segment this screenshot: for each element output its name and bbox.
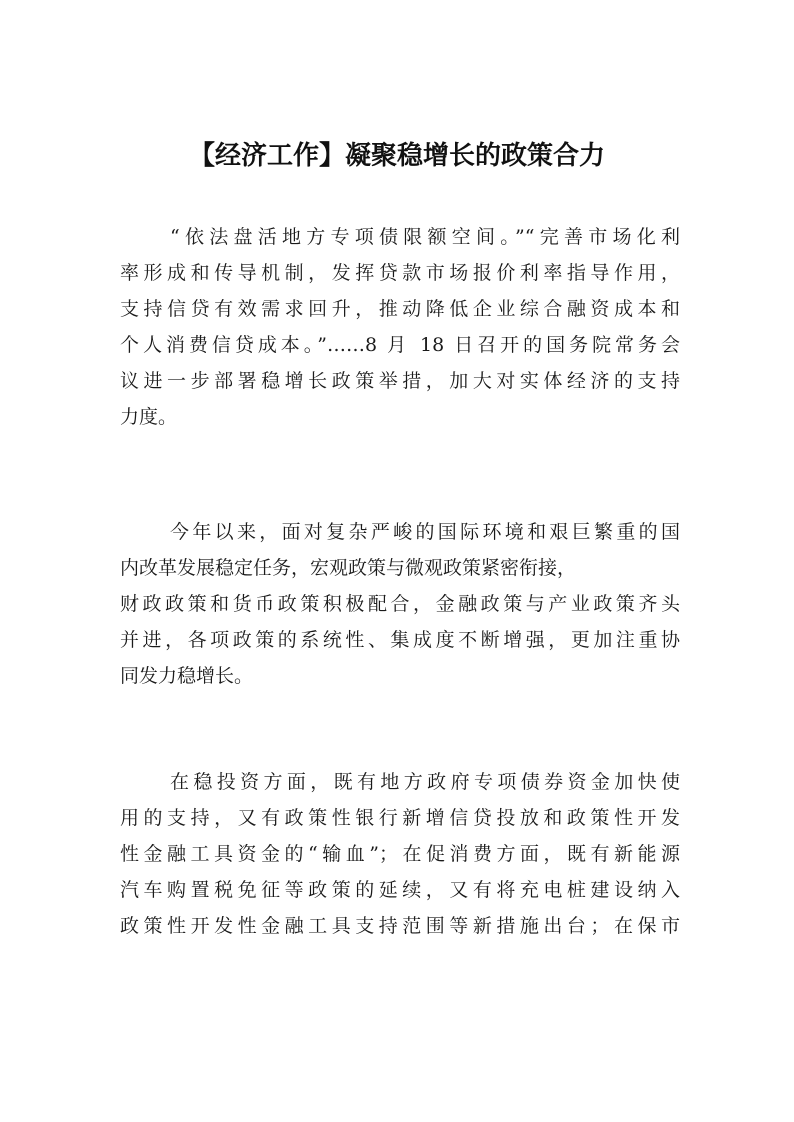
paragraph-line: 在稳投资方面，既有地方政府专项债券资金加快使 [170, 771, 680, 793]
paragraph-line: 个人消费信贷成本。”……8 月 18 日召开的国务院常务会 [120, 334, 680, 356]
paragraph-line: 内改革发展稳定任务，宏观政策与微观政策紧密衔接， [120, 557, 577, 579]
paragraph-line: 同发力稳增长。 [120, 665, 254, 687]
paragraph-1 [120, 219, 680, 435]
paragraph-line: “依法盘活地方专项债限额空间。”“完善市场化利 [170, 226, 680, 248]
paragraph-line: 今年以来，面对复杂严峻的国际环境和艰巨繁重的国 [170, 521, 680, 543]
paragraph-line: 支持信贷有效需求回升，推动降低企业综合融资成本和 [120, 298, 680, 320]
paragraph-line: 力度。 [120, 406, 178, 428]
paragraph-line: 汽车购置税免征等政策的延续，又有将充电桩建设纳入 [120, 879, 680, 901]
paragraph-line: 财政政策和货币政策积极配合，金融政策与产业政策齐头 [120, 593, 680, 615]
paragraph-line: 性金融工具资金的“输血”；在促消费方面，既有新能源 [120, 843, 680, 865]
page-title: 【经济工作】凝聚稳增长的政策合力 [188, 141, 605, 171]
paragraph-2 [120, 514, 680, 694]
paragraph-line: 议进一步部署稳增长政策举措，加大对实体经济的支持 [120, 370, 680, 392]
paragraph-line: 并进，各项政策的系统性、集成度不断增强，更加注重协 [120, 629, 680, 651]
paragraph-line: 用的支持，又有政策性银行新增信贷投放和政策性开发 [120, 807, 680, 829]
paragraph-line: 政策性开发性金融工具支持范围等新措施出台；在保市 [120, 915, 680, 937]
paragraph-3 [120, 764, 680, 944]
paragraph-line: 率形成和传导机制，发挥贷款市场报价利率指导作用， [120, 262, 680, 284]
